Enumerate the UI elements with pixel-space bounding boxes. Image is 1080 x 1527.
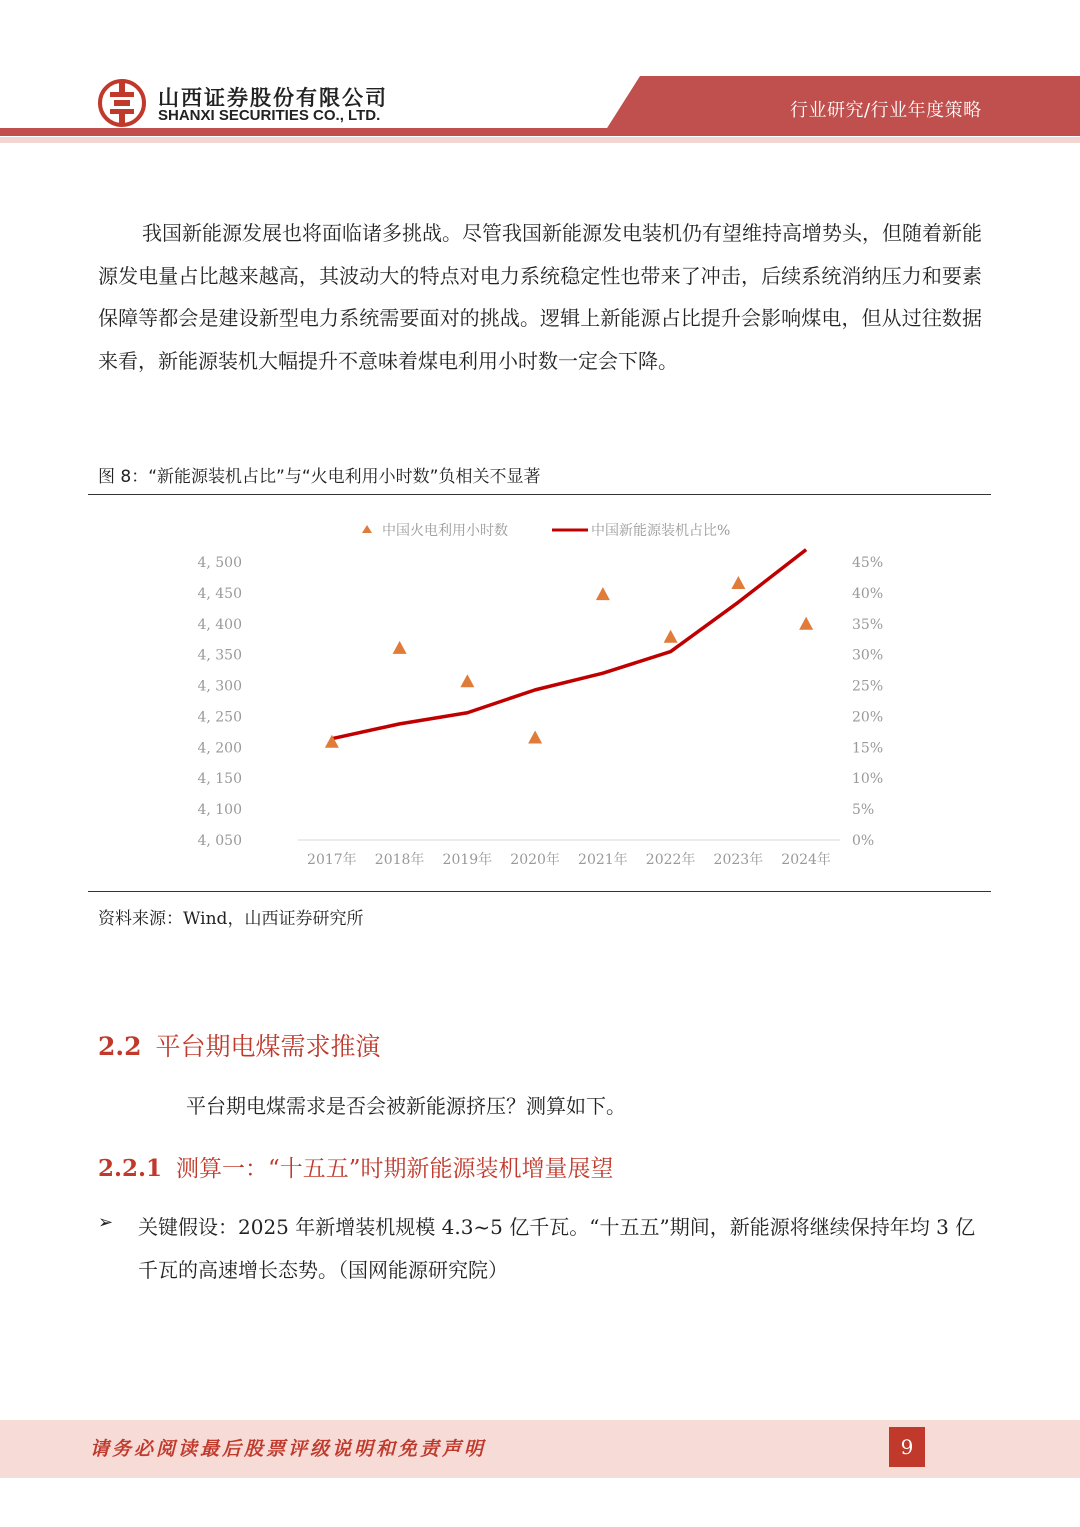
scatter-point-thermal-hours	[664, 630, 678, 643]
x-tick-label: 2019年	[442, 852, 493, 868]
y-right-tick-label: 5%	[852, 802, 875, 819]
bullet-arrow-icon: ➢	[98, 1212, 114, 1233]
subsection-title: 测算一：“十五五”时期新能源装机增量展望	[176, 1156, 614, 1182]
y-right-tick-label: 30%	[852, 647, 884, 664]
y-right-tick-label: 35%	[852, 616, 884, 633]
scatter-point-thermal-hours	[731, 576, 745, 589]
section-heading-2-2	[98, 1027, 381, 1063]
disclaimer-notice: 请务必阅读最后股票评级说明和免责声明	[90, 1438, 487, 1460]
y-left-tick-label: 4, 200	[197, 740, 242, 757]
y-left-tick-label: 4, 400	[197, 616, 242, 633]
bullet-text: 关键假设：2025 年新增装机规模 4.3~5 亿千瓦。“十五五”期间，新能源将继续保持年均 3 亿千瓦的高速增长态势。（国网能源研究院）	[138, 1215, 976, 1282]
chart	[88, 500, 991, 888]
y-right-tick-label: 15%	[852, 740, 884, 757]
scatter-point-thermal-hours	[460, 674, 474, 687]
x-tick-label: 2020年	[510, 852, 560, 868]
chart-legend	[362, 522, 730, 539]
x-tick-label: 2021年	[578, 852, 628, 868]
x-tick-label: 2018年	[374, 852, 425, 868]
page-footer	[0, 1420, 1080, 1478]
x-axis	[307, 851, 831, 868]
report-category: 行业研究/行业年度策略	[790, 100, 982, 121]
y-right-tick-label: 20%	[852, 709, 884, 726]
y-left-tick-label: 4, 300	[197, 678, 242, 695]
header-shadow	[0, 137, 1080, 143]
scatter-point-thermal-hours	[393, 641, 407, 654]
company-name-cn: 山西证券股份有限公司	[158, 86, 388, 110]
section-title: 平台期电煤需求推演	[155, 1032, 381, 1061]
header-band	[0, 0, 1080, 150]
page-number: 9	[889, 1427, 925, 1467]
series-line-ne-share	[332, 550, 806, 739]
x-tick-label: 2024年	[781, 852, 831, 868]
figure-title: 图 8：“新能源装机占比”与“火电利用小时数”负相关不显著	[98, 467, 541, 487]
company-logo-icon	[98, 79, 146, 127]
y-right-tick-label: 0%	[852, 833, 875, 849]
y-axis-left	[197, 555, 242, 849]
y-right-tick-label: 40%	[852, 585, 884, 602]
subsection-number: 2.2.1	[98, 1155, 163, 1182]
company-name-en: SHANXI SECURITIES CO., LTD.	[158, 107, 381, 124]
y-right-tick-label: 10%	[852, 771, 884, 788]
x-tick-label: 2022年	[645, 852, 696, 868]
scatter-point-thermal-hours	[596, 587, 610, 600]
scatter-point-thermal-hours	[528, 730, 542, 743]
y-left-tick-label: 4, 150	[197, 771, 242, 788]
legend-label-ne-share: 中国新能源装机占比%	[591, 523, 731, 539]
x-tick-label: 2017年	[307, 852, 357, 868]
section-question: 平台期电煤需求是否会被新能源挤压？测算如下。	[186, 1094, 626, 1118]
x-tick-label: 2023年	[713, 852, 764, 868]
y-left-tick-label: 4, 050	[197, 833, 242, 849]
figure-bottom-rule	[88, 891, 991, 892]
legend-label-thermal-hours: 中国火电利用小时数	[382, 523, 508, 539]
figure-source: 资料来源：Wind，山西证券研究所	[98, 909, 364, 929]
y-left-tick-label: 4, 350	[197, 647, 242, 664]
y-left-tick-label: 4, 250	[197, 709, 242, 726]
section-heading-2-2-1	[98, 1150, 614, 1183]
figure-top-rule	[88, 494, 991, 495]
legend-marker-thermal-hours	[362, 525, 372, 533]
y-axis-right	[852, 555, 883, 849]
y-right-tick-label: 45%	[852, 555, 884, 571]
y-left-tick-label: 4, 500	[197, 555, 242, 571]
y-left-tick-label: 4, 450	[197, 585, 242, 602]
y-left-tick-label: 4, 100	[197, 802, 242, 819]
page-header	[0, 0, 1080, 150]
section-number: 2.2	[98, 1032, 142, 1061]
scatter-point-thermal-hours	[799, 617, 813, 630]
plot-area	[325, 550, 813, 748]
y-right-tick-label: 25%	[852, 678, 884, 695]
intro-paragraph: 我国新能源发展也将面临诸多挑战。尽管我国新能源发电装机仍有望维持高增势头，但随着新能源发电量占比越来越高，其波动大的特点对电力系统稳定性也带来了冲击，后续系统消纳压力和要素保障等都会是建设新型电力系统需要面对的挑战。逻辑上新能源占比提升会影响煤电，但从过往数据来看，新能源装机大幅提升不意味着煤电利用小时数一定会下降。	[98, 221, 982, 373]
